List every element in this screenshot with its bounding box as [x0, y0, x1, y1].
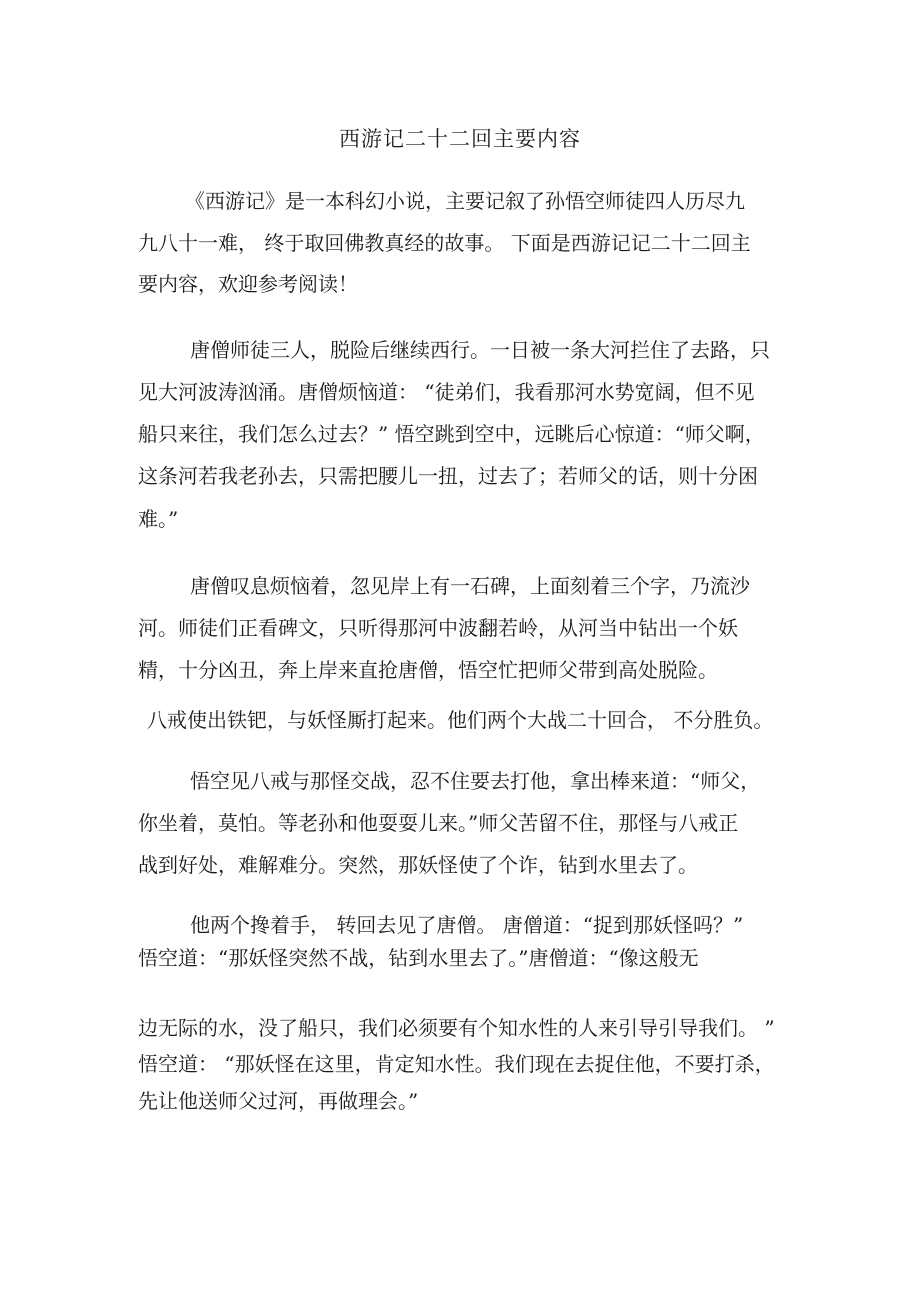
paragraph-1-line-1: 《西游记》是一本科幻小说，主要记叙了孙悟空师徒四人历尽九	[185, 189, 745, 213]
paragraph-5-line-5: 先让他送师父过河，再做理会。”	[138, 1089, 419, 1113]
paragraph-4-line-3: 战到好处，难解难分。突然，那妖怪使了个诈，钻到水里去了。	[138, 853, 698, 877]
paragraph-2-line-4: 这条河若我老孙去，只需把腰儿一扭，过去了；若师父的话，则十分困	[138, 464, 758, 488]
paragraph-3-line-3: 精，十分凶丑，奔上岸来直抢唐僧，悟空忙把师父带到高处脱险。	[138, 658, 718, 682]
paragraph-5-line-3: 边无际的水，没了船只，我们必须要有个知水性的人来引导引导我们。 ”	[138, 1016, 775, 1040]
paragraph-4-line-2: 你坐着，莫怕。等老孙和他耍耍儿来。”师父苦留不住，那怪与八戒正	[138, 811, 739, 835]
paragraph-3-line-4: 八戒使出铁钯，与妖怪厮打起来。他们两个大战二十回合， 不分胜负。	[147, 708, 774, 732]
paragraph-2-line-3: 船只来往，我们怎么过去？” 悟空跳到空中，远眺后心惊道：“师父啊，	[138, 422, 765, 446]
paragraph-5-line-4: 悟空道： “那妖怪在这里，肯定知水性。我们现在去捉住他，不要打杀，	[138, 1052, 775, 1076]
paragraph-2-line-1: 唐僧师徒三人，脱险后继续西行。一日被一条大河拦住了去路，只	[190, 338, 770, 362]
paragraph-2-line-5: 难。”	[138, 507, 179, 531]
paragraph-2-line-2: 见大河波涛汹涌。唐僧烦恼道： “徒弟们，我看那河水势宽阔，但不见	[138, 380, 755, 404]
paragraph-5-line-2: 悟空道：“那妖怪突然不战，钻到水里去了。”唐僧道：“像这般无	[138, 946, 699, 970]
paragraph-3-line-1: 唐僧叹息烦恼着，忽见岸上有一石碑，上面刻着三个字，乃流沙	[190, 574, 750, 598]
paragraph-3-line-2: 河。师徒们正看碑文，只听得那河中波翻若岭，从河当中钻出一个妖	[138, 616, 738, 640]
paragraph-4-line-1: 悟空见八戒与那怪交战，忍不住要去打他，拿出棒来道：“师父，	[190, 769, 761, 793]
paragraph-5-line-1: 他两个搀着手， 转回去见了唐僧。 唐僧道：“捉到那妖怪吗？”	[190, 913, 744, 937]
paragraph-1-line-2: 九八十一难， 终于取回佛教真经的故事。 下面是西游记记二十二回主	[138, 231, 751, 255]
document-title: 西游记二十二回主要内容	[339, 127, 581, 151]
paragraph-1-line-3: 要内容，欢迎参考阅读！	[138, 272, 358, 296]
